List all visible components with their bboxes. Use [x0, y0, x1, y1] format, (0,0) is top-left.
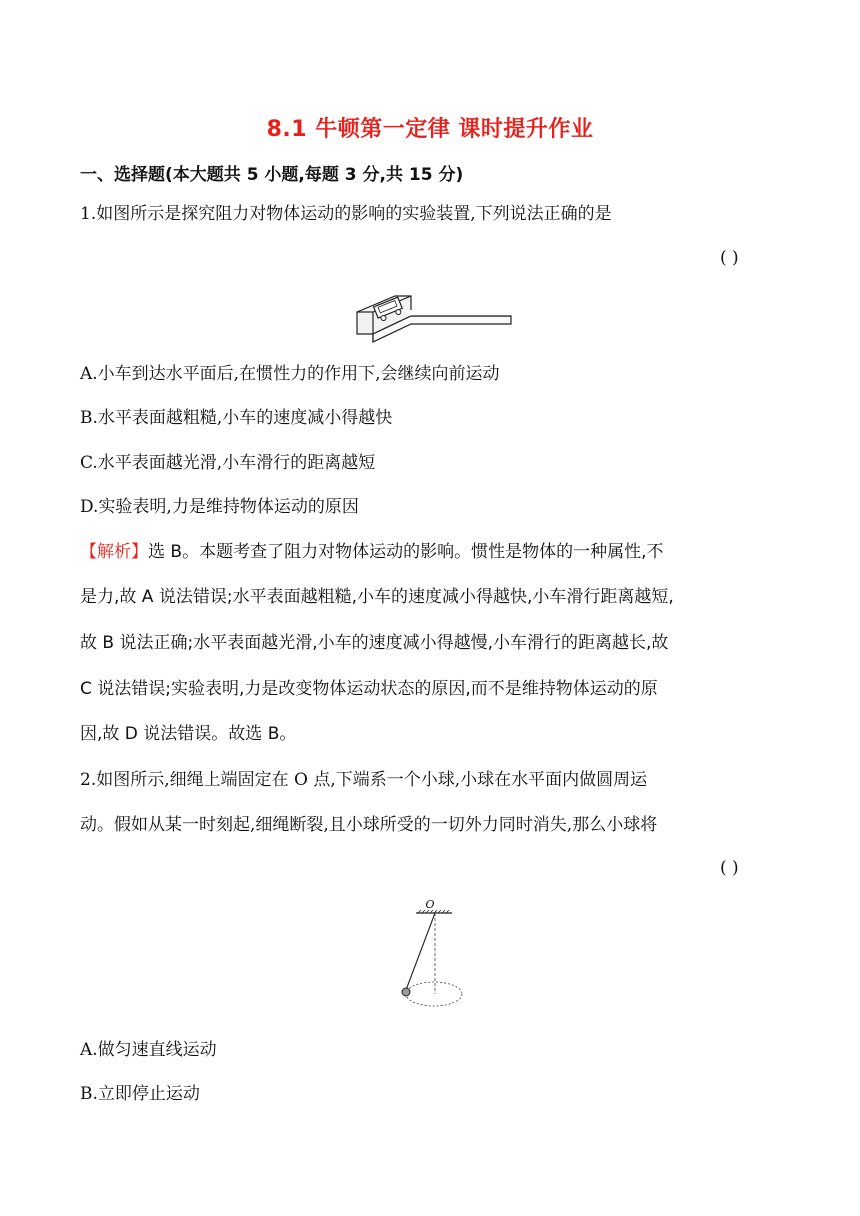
question-2-stem-line-1: 2.如图所示,细绳上端固定在 O 点,下端系一个小球,小球在水平面内做圆周运: [80, 770, 648, 790]
question-1-option-c: C.水平表面越光滑,小车滑行的距离越短: [80, 453, 376, 473]
incline-cart-figure: [355, 292, 515, 344]
question-1-explanation-line-2: 是力,故 A 说法错误;水平表面越粗糙,小车的速度减小得越快,小车滑行距离越短,: [80, 587, 674, 607]
question-2-option-b: B.立即停止运动: [80, 1084, 200, 1104]
question-1-stem: 1.如图所示是探究阻力对物体运动的影响的实验装置,下列说法正确的是: [80, 204, 612, 224]
page-title: 8.1 牛顿第一定律 课时提升作业: [266, 117, 594, 142]
question-2-option-a: A.做匀速直线运动: [80, 1040, 217, 1060]
question-1-explanation-line-4: C 说法错误;实验表明,力是改变物体运动状态的原因,而不是维持物体运动的原: [80, 679, 658, 699]
question-2-stem-line-2: 动。假如从某一时刻起,细绳断裂,且小球所受的一切外力同时消失,那么小球将: [80, 815, 658, 835]
question-1-answer-blank: ( ): [720, 248, 739, 268]
point-o-label: O: [425, 898, 435, 911]
section-heading: 一、选择题(本大题共 5 小题,每题 3 分,共 15 分): [80, 165, 464, 185]
question-1-explanation-line-3: 故 B 说法正确;水平表面越光滑,小车的速度减小得越慢,小车滑行的距离越长,故: [80, 633, 669, 653]
question-1-explanation-line-5: 因,故 D 说法错误。故选 B。: [80, 724, 297, 744]
question-1-option-d: D.实验表明,力是维持物体运动的原因: [80, 497, 359, 517]
question-1-explanation-line-1: 【解析】选 B。本题考查了阻力对物体运动的影响。惯性是物体的一种属性,不: [80, 542, 664, 562]
question-2-answer-blank: ( ): [720, 858, 739, 878]
question-1-option-b: B.水平表面越粗糙,小车的速度减小得越快: [80, 408, 393, 428]
question-1-option-a: A.小车到达水平面后,在惯性力的作用下,会继续向前运动: [80, 364, 500, 384]
pendulum-figure: [390, 896, 470, 1016]
explanation-tag: 【解析】: [80, 542, 148, 562]
